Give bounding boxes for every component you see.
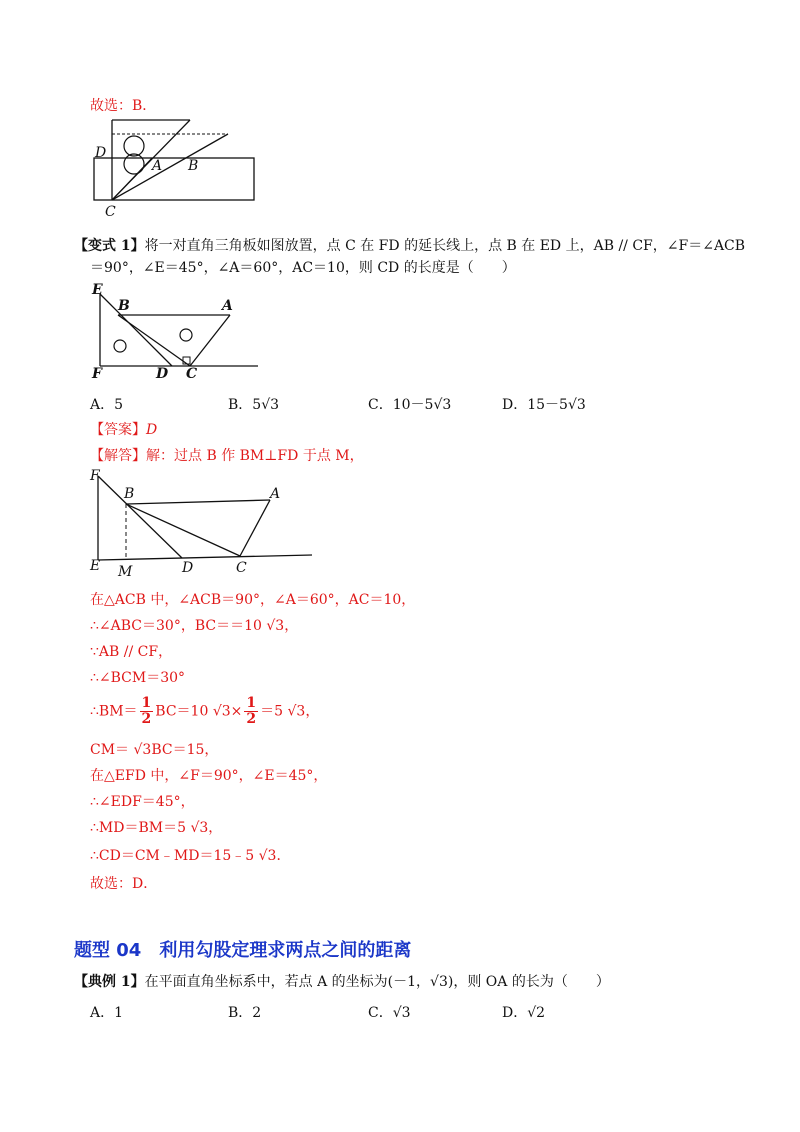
sqrt-icon: √ [258, 848, 268, 864]
step-6-text-a: CM＝ [90, 742, 134, 758]
fig2-label-D: D [156, 366, 169, 382]
fig1-label-C: C [105, 204, 116, 220]
option-c-1-text: C．10－5 [368, 397, 434, 413]
answer-value: D [146, 422, 158, 438]
option-b-1 [228, 394, 279, 414]
step-5-radicand-1: 3 [221, 703, 231, 720]
sqrt-icon: √ [430, 974, 439, 990]
step-6 [90, 740, 218, 760]
fig3-label-M: M [118, 564, 133, 580]
sqrt-icon: √ [133, 742, 143, 758]
fig3-label-F: F [90, 468, 100, 484]
step-10-text: ∴CD＝CM﹣MD＝15﹣5 [90, 848, 259, 864]
step-2-tail: ， [284, 618, 299, 634]
solution-label: 【解答】 [90, 448, 146, 464]
step-5-text-a: ∴BM＝ [90, 703, 138, 720]
answer-line [90, 420, 157, 440]
figure-2-triangles [90, 284, 260, 384]
solution-line [90, 446, 364, 466]
step-8: ∴∠EDF＝45°， [90, 794, 195, 810]
step-5-times: × [230, 703, 243, 720]
example1-question [74, 972, 610, 992]
fig2-label-A: A [222, 298, 233, 314]
solution-text: 解：过点 B 作 BM⊥FD 于点 M， [146, 448, 364, 464]
sqrt-icon: √ [261, 397, 271, 413]
step-5-tail: ， [305, 703, 320, 720]
fig1-label-A: A [152, 158, 163, 174]
step-5-text-d: ＝5 [260, 703, 288, 720]
fraction-half [140, 696, 154, 727]
fig3-label-B: B [124, 486, 135, 502]
fig2-label-E: E [92, 282, 103, 298]
option-b-1-radicand: 3 [270, 397, 280, 413]
fraction-half [244, 696, 258, 727]
step-10-radicand: 3 [267, 848, 277, 864]
step-9-text: ∴MD＝BM＝5 [90, 820, 191, 836]
option-a-1: A．5 [90, 397, 124, 413]
sqrt-icon: √ [392, 1005, 402, 1021]
fig3-label-D: D [182, 560, 194, 576]
option-c-2-text: C． [368, 1005, 393, 1021]
sqrt-icon: √ [212, 703, 222, 720]
option-b-1-text: B．5 [228, 397, 262, 413]
fig2-label-C: C [186, 366, 198, 382]
variant1-question-line2: ＝90°，∠E＝45°，∠A＝60°，AC＝10，则 CD 的长度是（ ） [90, 260, 516, 276]
step-4: ∴∠BCM＝30° [90, 670, 186, 686]
section-heading: 题型 04 利用勾股定理求两点之间的距离 [74, 940, 412, 961]
fig2-label-F: F [92, 366, 102, 382]
option-d-2-text: D． [502, 1005, 528, 1021]
sqrt-icon: √ [527, 1005, 537, 1021]
step-7: 在△EFD 中，∠F＝90°，∠E＝45°， [90, 768, 328, 784]
fig1-label-B: B [188, 158, 199, 174]
example1-coord-open: (－1， [387, 974, 431, 990]
figure-1-svg [90, 118, 270, 222]
fraction-denominator: 2 [141, 711, 152, 727]
option-d-1-text: D．15－5 [502, 397, 568, 413]
step-2 [90, 616, 298, 636]
variant1-question-line1 [74, 236, 745, 256]
step-5-text-b: BC＝10 [155, 703, 213, 720]
sqrt-icon: √ [266, 618, 276, 634]
fraction-numerator: 1 [246, 695, 257, 711]
figure-3-triangles [90, 470, 315, 580]
variant1-tag: 【变式 1】 [74, 238, 145, 254]
step-10 [90, 846, 290, 866]
option-a-2: A．1 [90, 1005, 124, 1021]
figure-2-svg [90, 284, 260, 384]
step-11: 故选：D． [90, 876, 158, 892]
fig1-label-D: D [95, 145, 107, 161]
option-c-1-radicand: 3 [442, 397, 452, 413]
example1-coord-close: ) [447, 974, 454, 990]
variant1-text-1: 将一对直角三角板如图放置，点 C 在 FD 的延长线上，点 B 在 ED 上，AB // CF，∠F＝∠ACB [144, 238, 746, 254]
step-9-tail: ， [208, 820, 223, 836]
fig2-label-B: B [118, 298, 130, 314]
example1-radicand: 3 [438, 974, 448, 990]
sqrt-icon: √ [433, 397, 443, 413]
example1-text-a: 在平面直角坐标系中，若点 A 的坐标为 [144, 974, 388, 990]
option-b-2: B．2 [228, 1005, 262, 1021]
step-2-text: ∴∠ABC＝30°，BC＝＝10 [90, 618, 267, 634]
option-c-2 [368, 1002, 411, 1022]
answer-line-top: 故选：B． [90, 98, 157, 114]
option-d-1-radicand: 3 [576, 397, 586, 413]
sqrt-icon: √ [567, 397, 577, 413]
fig3-label-C: C [236, 560, 247, 576]
example1-tag: 【典例 1】 [74, 974, 145, 990]
sqrt-icon: √ [287, 703, 297, 720]
step-5 [90, 696, 319, 727]
step-1: 在△ACB 中，∠ACB＝90°，∠A＝60°，AC＝10， [90, 592, 416, 608]
answer-label: 【答案】 [90, 422, 146, 438]
step-3: ∵AB // CF， [90, 644, 173, 660]
fig3-label-E: E [90, 558, 101, 574]
example1-text-b: ，则 OA 的长为（ ） [453, 974, 610, 990]
step-6-radicand: 3 [142, 742, 152, 758]
figure-1-triangles [90, 118, 270, 222]
option-d-1 [502, 394, 586, 414]
option-c-2-radicand: 3 [401, 1005, 411, 1021]
fraction-numerator: 1 [141, 695, 152, 711]
step-5-radicand-2: 3 [296, 703, 306, 720]
sqrt-icon: √ [190, 820, 200, 836]
fraction-denominator: 2 [246, 711, 257, 727]
fig3-label-A: A [270, 486, 281, 502]
step-9-radicand: 3 [199, 820, 209, 836]
step-9 [90, 818, 222, 838]
option-c-1 [368, 394, 451, 414]
step-6-text-b: BC＝15， [151, 742, 219, 758]
option-d-2 [502, 1002, 545, 1022]
step-2-radicand: 3 [275, 618, 285, 634]
option-d-2-radicand: 2 [536, 1005, 546, 1021]
step-10-tail: ． [276, 848, 291, 864]
